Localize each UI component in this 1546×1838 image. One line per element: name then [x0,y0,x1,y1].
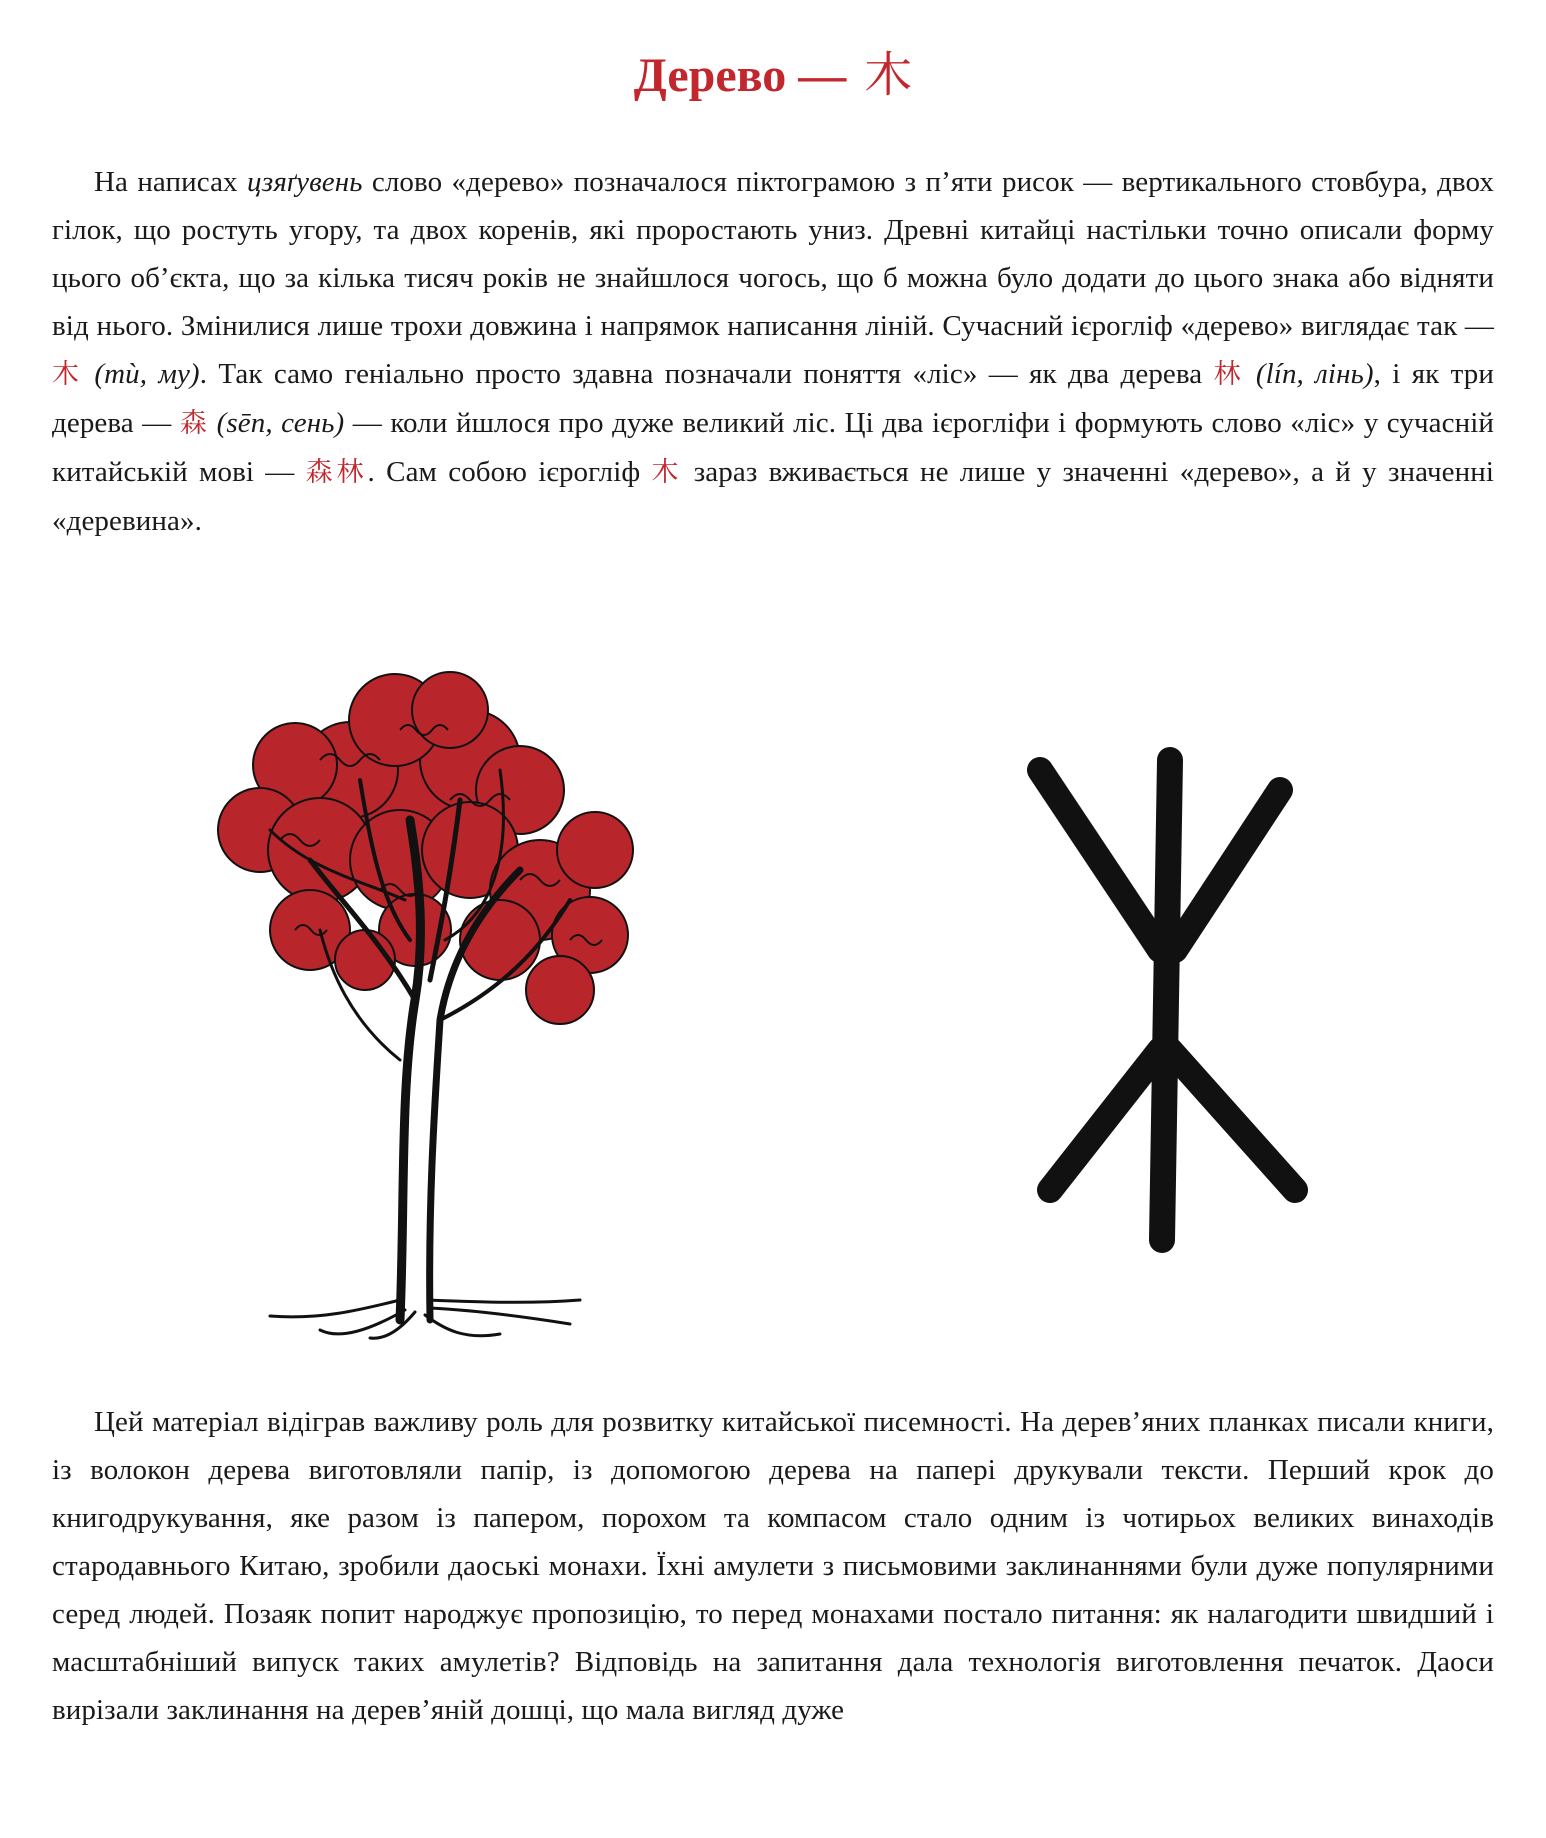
hanzi-senlin: 森林 [305,457,368,488]
p1-text-s5: . Сам собою ієрогліф [367,456,652,488]
title-hanzi: 木 [864,47,913,103]
p1-text-s3: , і як три дерева — [52,358,1494,439]
hanzi-lin: 林 [1213,359,1245,390]
p1-term-italic: цзяґувень [246,166,363,198]
glyph-branch-left [1040,770,1160,950]
illustrations [0,620,1546,1340]
glyph-root-left [1050,1050,1160,1190]
glyph-root-right [1170,1050,1295,1190]
p1-text-s6: зараз вживається не лише у значенні «дерево», а й у значенні «деревина». [52,456,1495,537]
p1-text-s2: . Так само геніально просто здавна позначали поняття «ліс» — як два дерева [199,358,1214,390]
page-title [0,40,1546,111]
tree-foliage [218,672,633,1024]
glyph-trunk [1162,760,1170,1240]
reading-mu: (mù, му) [94,358,200,390]
paragraph-1 [52,158,1494,545]
hanzi-mu: 木 [52,359,84,390]
reading-lin: (lín, лінь) [1255,358,1374,390]
p1-text-a: На написах [94,166,247,198]
p1-text-s4: — коли йшлося про дуже великий ліс. Ці два ієрогліфи і формують слово «ліс» у сучасній китайській мові — [52,407,1494,488]
p1-text-c: слово «дерево» позначалося піктограмою з п’яти рисок — вертикального стовбура, двох гілок, що ростуть угору, та двох коренів, які проростають униз. Древні китайці настільки точно описали форму цього об’єкта, що за кілька тисяч років не знайшлося чогось, що б можна було додати до цього знака або відняти від нього. Змінилися лише трохи довжина і напрямок написання ліній. Сучасний ієрогліф «дерево» виглядає так — [52,166,1494,342]
tree-illustration [200,640,640,1340]
reading-sen: (sēn, сень) [216,407,345,439]
tree-roots [270,1300,580,1338]
glyph-branch-right [1175,790,1280,950]
paragraph-2: Цей матеріал відіграв важливу роль для розвитку китайської писемності. На дерев’яних планках писали книги, із волокон дерева виготовляли папір, із допомогою дерева на папері друкували тексти. Перший крок до книгодрукування, яке разом із папером, порохом та компасом стало одним із чотирьох великих винаходів стародавнього Китаю, зробили даоські монахи. Їхні амулети з письмовими заклинаннями були дуже популярними серед людей. Позаяк попит народжує пропозицію, то перед монахами постало питання: як налагодити швидший і масштабніший випуск таких амулетів? Відповідь на запитання дала технологія виготовлення печаток. Даоси вирізали заклинання на дерев’яній дошці, що мала вигляд дуже [52,1406,1494,1726]
title-word: Дерево — [633,49,847,102]
hanzi-sen: 森 [179,408,209,439]
oracle-bone-glyph [1010,720,1310,1260]
hanzi-mu-2: 木 [651,457,683,488]
